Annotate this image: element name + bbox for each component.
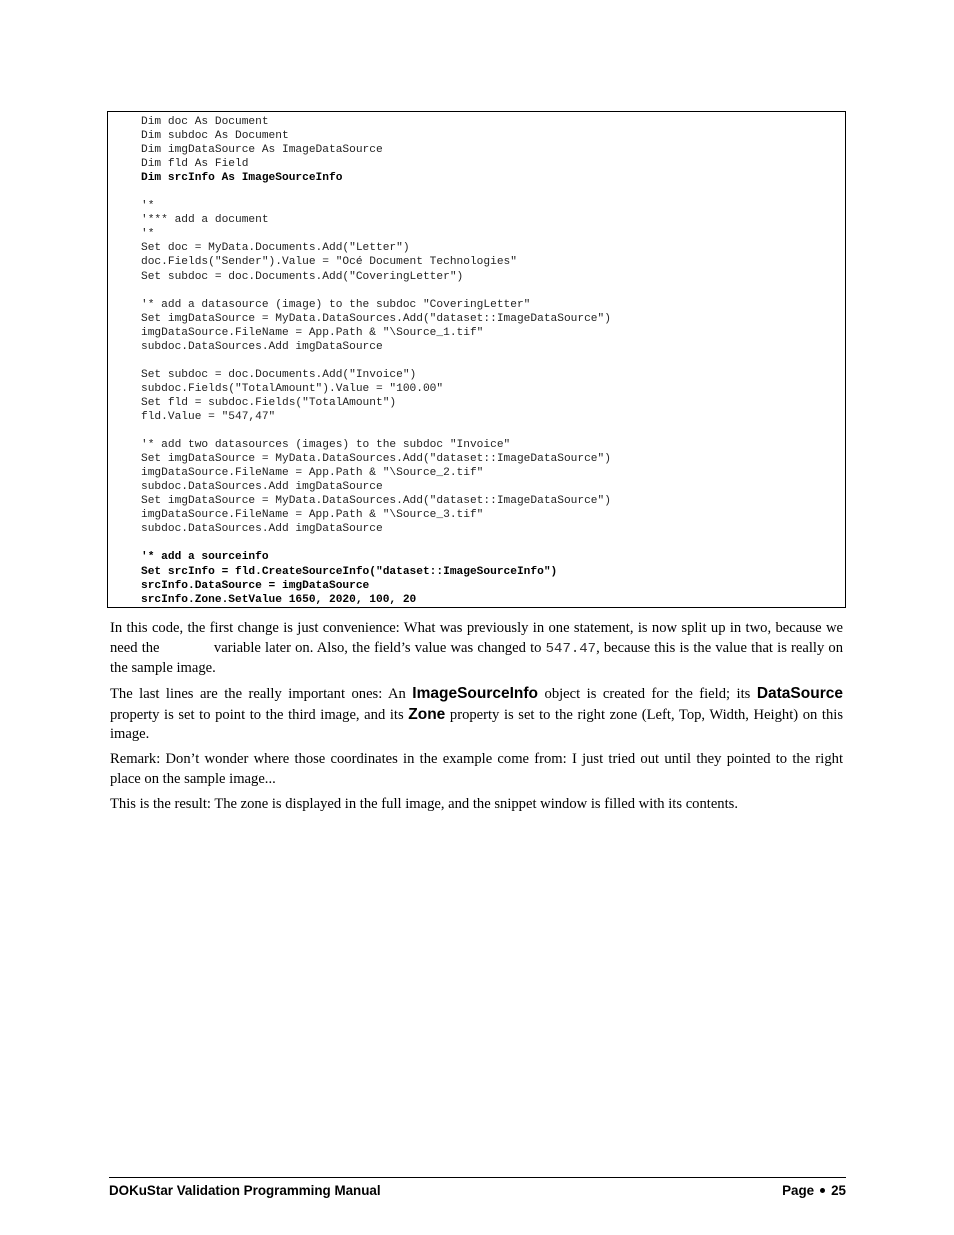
code-line: '* add two datasources (images) to the subdoc "Invoice" [141,439,511,452]
code-line: imgDataSource.FileName = App.Path & "\Source_1.tif" [141,326,484,339]
page-footer [109,1177,846,1198]
text-segment: property is set to point to the third image, and its [110,706,404,723]
text-segment: The last lines are the really important ones: An [110,686,406,702]
code-line: Dim doc As Document [141,116,269,128]
code-line: fld.Value = "547,47" [141,410,276,423]
inline-code-value: 547.47 [545,640,597,657]
code-line [141,424,845,438]
code-line: Set subdoc = doc.Documents.Add("CoveringLetter") [141,270,464,283]
page-label: Page [782,1183,815,1198]
code-line: imgDataSource.FileName = App.Path & "\Source_3.tif" [141,509,484,522]
page-number: 25 [831,1183,846,1198]
code-line: '*** add a document [141,214,269,227]
code-line: Set fld = subdoc.Fields("TotalAmount") [141,396,397,409]
code-line: Set imgDataSource = MyData.DataSources.Add("dataset::ImageDataSource") [141,453,611,466]
code-listing [107,111,846,608]
code-line: Dim imgDataSource As ImageDataSource [141,144,383,157]
text-segment: property is set to the right zone (Left, Top, Width, Height) on this image. [110,706,844,743]
paragraph-remark: Remark: Don’t wonder where those coordinates in the example come from: I just tried out until they pointed to the right place on the sample image... [110,751,843,787]
code-line [141,354,845,368]
manual-title: DOKuStar Validation Programming Manual [109,1183,381,1198]
paragraph-result: This is the result: The zone is displayed in the full image, and the snippet window is filled with its contents. [110,796,738,812]
term-datasource: DataSource [756,685,843,702]
code-line [141,536,845,550]
code-line: srcInfo.Zone.SetValue 1650, 2020, 100, 20 [141,593,417,606]
code-line: '* [141,200,155,213]
code-line: Set srcInfo = fld.CreateSourceInfo("dataset::ImageSourceInfo") [141,565,558,578]
bullet-icon [820,1188,825,1193]
code-line: Set imgDataSource = MyData.DataSources.Add("dataset::ImageDataSource") [141,312,611,325]
code-line: subdoc.DataSources.Add imgDataSource [141,340,383,353]
code-line: imgDataSource.FileName = App.Path & "\Source_2.tif" [141,467,484,480]
code-line: doc.Fields("Sender").Value = "Océ Document Technologies" [141,256,517,269]
code-line: Set imgDataSource = MyData.DataSources.Add("dataset::ImageDataSource") [141,495,611,508]
code-line: srcInfo.DataSource = imgDataSource [141,579,370,592]
code-line: Dim fld As Field [141,158,249,171]
text-segment: object is created for the field; its [544,686,751,702]
text-segment: , because this is the value that is really on the sample image. [110,639,844,677]
code-line: subdoc.Fields("TotalAmount").Value = "100.00" [141,382,444,395]
page-indicator [782,1183,846,1198]
paragraph-convenience [110,619,843,679]
code-line: subdoc.DataSources.Add imgDataSource [141,523,383,536]
code-line: Dim subdoc As Document [141,130,289,143]
term-zone: Zone [408,705,446,723]
code-line: Set subdoc = doc.Documents.Add("Invoice") [141,368,417,381]
text-segment: variable later on. Also, the field’s value was changed to [213,639,542,656]
code-line: subdoc.DataSources.Add imgDataSource [141,481,383,494]
code-line [141,284,845,298]
paragraph-important-lines [110,684,843,745]
code-line [141,185,845,199]
code-line: '* [141,228,155,241]
code-line: '* add a datasource (image) to the subdoc "CoveringLetter" [141,298,531,311]
code-line: Dim srcInfo As ImageSourceInfo [141,172,343,185]
code-line: Set doc = MyData.Documents.Add("Letter") [141,242,410,255]
code-line: '* add a sourceinfo [141,551,269,564]
text-segment: In this code, the first change is just convenience: What was previously in one statement, is now split up in two, because we need the [110,620,843,656]
term-imagesourceinfo: ImageSourceInfo [412,685,539,702]
